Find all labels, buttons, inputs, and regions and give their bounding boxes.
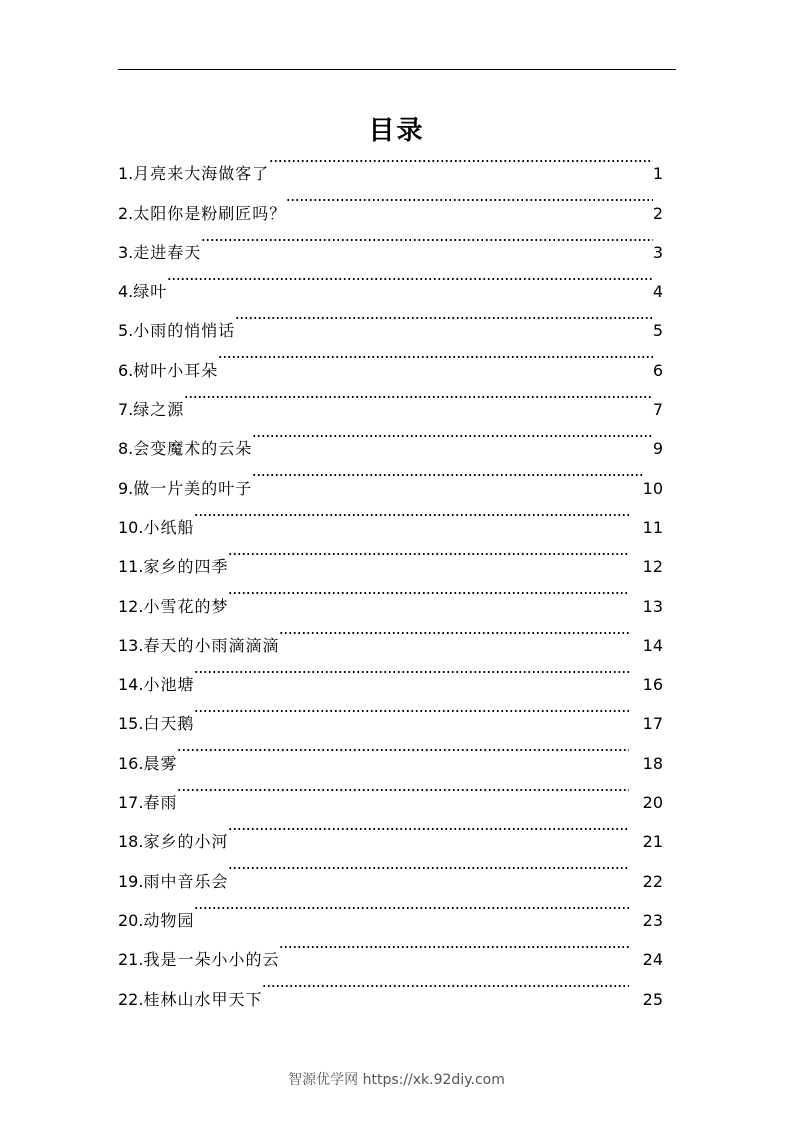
entry-title: 会变魔术的云朵 [133, 439, 253, 459]
entry-page-number: 23 [642, 910, 663, 930]
entry-number: 5. [118, 321, 134, 341]
toc-entry[interactable] [118, 769, 663, 813]
entry-title: 家乡的小河 [143, 832, 229, 852]
entry-page-number: 7 [652, 400, 663, 420]
toc-entry[interactable] [118, 140, 663, 184]
entry-number: 10. [118, 517, 144, 537]
toc-entry[interactable] [118, 651, 663, 695]
dot-leader [252, 454, 642, 493]
toc-entry[interactable] [118, 258, 663, 302]
dot-leader [184, 376, 653, 415]
entry-number: 19. [118, 871, 144, 891]
dot-leader [279, 926, 629, 965]
toc-entry[interactable] [118, 729, 663, 773]
dot-leader [228, 533, 629, 572]
page-title: 目录 [368, 116, 425, 147]
entry-number: 9. [118, 478, 134, 498]
entry-page-number: 3 [652, 242, 663, 262]
entry-title: 动物园 [143, 910, 195, 930]
dot-leader [235, 297, 653, 336]
dot-leader [269, 140, 653, 179]
entry-title: 走进春天 [133, 242, 202, 262]
dot-leader [167, 258, 653, 297]
toc-entry[interactable] [118, 926, 663, 970]
entry-page-number: 18 [642, 753, 663, 773]
entry-page-number: 21 [642, 832, 663, 852]
entry-number: 2. [118, 203, 134, 223]
entry-title: 家乡的四季 [143, 557, 229, 577]
entry-number: 14. [118, 675, 144, 695]
entry-number: 7. [118, 400, 134, 420]
entry-number: 4. [118, 282, 134, 302]
entry-page-number: 1 [652, 164, 663, 184]
entry-page-number: 16 [642, 675, 663, 695]
dot-leader [177, 729, 629, 768]
entry-number: 6. [118, 360, 134, 380]
entry-page-number: 22 [642, 871, 663, 891]
entry-title: 绿之源 [133, 400, 185, 420]
entry-title: 春雨 [143, 793, 178, 813]
entry-title: 月亮来大海做客了 [133, 164, 270, 184]
entry-title: 雨中音乐会 [143, 871, 229, 891]
entry-title: 树叶小耳朵 [133, 360, 219, 380]
dot-leader [252, 415, 653, 454]
footer-watermark: 智源优学网 https://xk.92diy.com [288, 1072, 505, 1088]
entry-number: 21. [118, 950, 144, 970]
dot-leader [194, 494, 629, 533]
entry-title: 我是一朵小小的云 [143, 950, 280, 970]
toc-entry[interactable] [118, 376, 663, 420]
entry-page-number: 10 [642, 478, 663, 498]
entry-number: 11. [118, 557, 144, 577]
entry-title: 小池塘 [143, 675, 195, 695]
entry-number: 15. [118, 714, 144, 734]
top-rule [118, 69, 676, 70]
dot-leader [279, 612, 629, 651]
entry-title: 白天鹅 [143, 714, 195, 734]
entry-page-number: 12 [642, 557, 663, 577]
entry-title: 小雨的悄悄话 [133, 321, 236, 341]
toc-entry[interactable] [118, 494, 663, 537]
toc-entry[interactable] [118, 887, 663, 930]
entry-page-number: 25 [642, 989, 663, 1009]
dot-leader [218, 336, 653, 375]
dot-leader [228, 847, 629, 886]
entry-number: 16. [118, 753, 144, 773]
entry-title: 春天的小雨滴滴滴 [143, 635, 280, 655]
dot-leader [194, 887, 629, 926]
entry-page-number: 14 [642, 635, 663, 655]
toc-entry[interactable] [118, 808, 663, 852]
dot-leader [228, 572, 629, 611]
dot-leader [262, 965, 629, 1004]
entry-title: 桂林山水甲天下 [143, 989, 263, 1009]
entry-number: 13. [118, 635, 144, 655]
toc-entry[interactable] [118, 533, 663, 577]
entry-page-number: 2 [652, 203, 663, 223]
entry-page-number: 13 [642, 596, 663, 616]
entry-page-number: 5 [652, 321, 663, 341]
entry-number: 17. [118, 793, 144, 813]
entry-number: 8. [118, 439, 134, 459]
entry-title: 小纸船 [143, 517, 195, 537]
toc-entry[interactable] [118, 690, 663, 734]
entry-title: 晨雾 [143, 753, 178, 773]
entry-title: 做一片美的叶子 [133, 478, 253, 498]
entry-page-number: 9 [652, 439, 663, 459]
entry-title: 绿叶 [133, 282, 168, 302]
entry-title: 小雪花的梦 [143, 596, 229, 616]
toc-entry[interactable] [118, 297, 663, 341]
entry-number: 18. [118, 832, 144, 852]
entry-number: 20. [118, 910, 144, 930]
table-of-contents [118, 140, 663, 1009]
dot-leader [286, 179, 653, 218]
dot-leader [194, 690, 629, 729]
entry-number: 12. [118, 596, 144, 616]
entry-page-number: 17 [642, 714, 663, 734]
dot-leader [177, 769, 629, 808]
entry-page-number: 20 [642, 793, 663, 813]
dot-leader [201, 219, 653, 258]
entry-title: 太阳你是粉刷匠吗？ [133, 203, 287, 223]
entry-page-number: 11 [642, 517, 663, 537]
entry-number: 22. [118, 989, 144, 1009]
entry-number: 3. [118, 242, 134, 262]
entry-page-number: 6 [652, 360, 663, 380]
entry-number: 1. [118, 164, 134, 184]
entry-page-number: 4 [652, 282, 663, 302]
toc-entry[interactable] [118, 415, 663, 459]
entry-page-number: 24 [642, 950, 663, 970]
dot-leader [228, 808, 629, 847]
dot-leader [194, 651, 629, 690]
